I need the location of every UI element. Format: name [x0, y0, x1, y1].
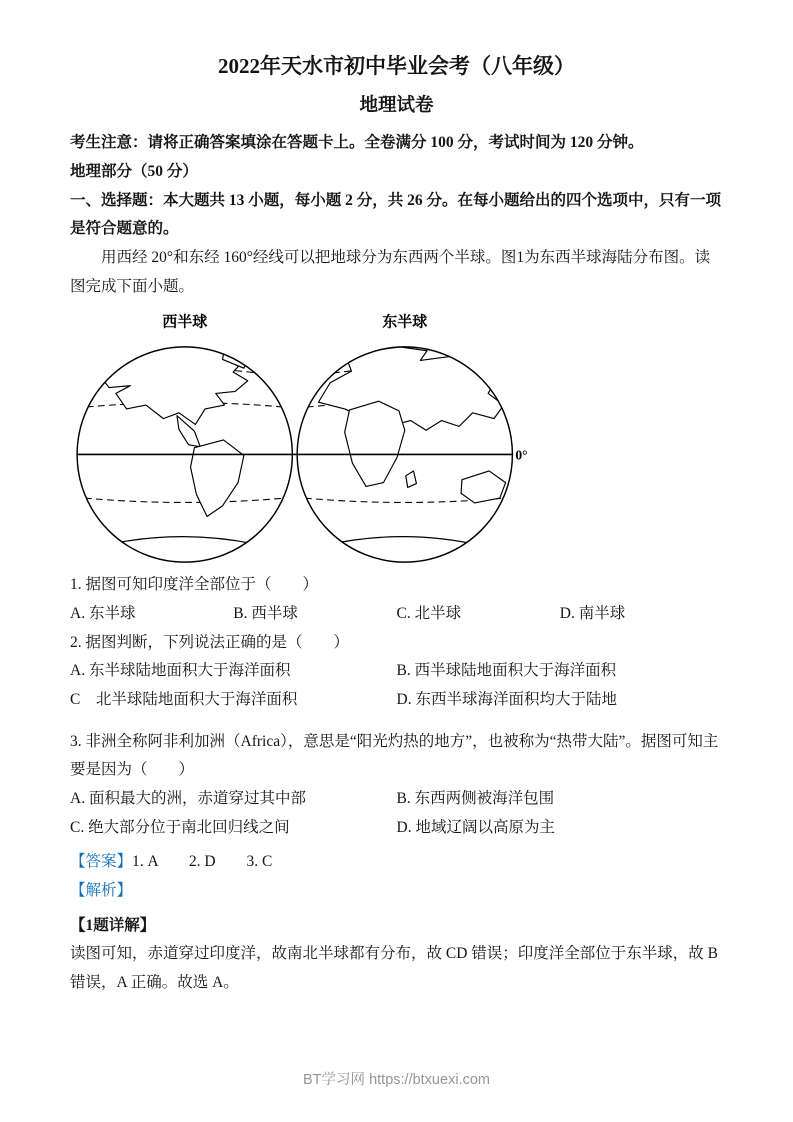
- question-2: [70, 629, 723, 715]
- question-3-stem: 3. 非洲全称阿非利加洲（Africa），意思是“阳光灼热的地方”，也被称为“热带大陆”。据图可知主要是因为（ ）: [70, 732, 719, 779]
- intro-paragraph: 用西经 20°和东经 160°经线可以把地球分为东西两个半球。图1为东西半球海陆分布图。读图完成下面小题。: [70, 249, 711, 295]
- question-1-option-d: D. 南半球: [559, 605, 626, 623]
- question-2-options-row-2: [70, 686, 723, 715]
- east-landmasses: [319, 347, 506, 565]
- hemisphere-figure: [70, 311, 723, 565]
- question-3-option-d: D. 地域辽阔以高原为主: [396, 818, 555, 836]
- answer-label: 【答案】: [70, 853, 133, 871]
- question-3: [70, 728, 723, 843]
- question-1-option-c: C. 北半球: [396, 605, 462, 623]
- footer-site-text: BT学习网 https://btxuexi.com: [303, 1072, 490, 1089]
- question-3-option-a: A. 面积最大的洲，赤道穿过其中部: [70, 790, 306, 808]
- question-2-option-d: D. 东西半球海洋面积均大于陆地: [396, 691, 617, 709]
- answer-line: [70, 848, 723, 877]
- west-hemisphere-label: 西半球: [162, 314, 208, 331]
- detail-1-heading: 【1题详解】: [70, 916, 156, 934]
- question-2-options-row-1: [70, 657, 723, 686]
- paper-subtitle: 地理试卷: [359, 96, 434, 117]
- question-2-stem: 2. 据图判断，下列说法正确的是（ ）: [70, 633, 350, 651]
- question-1: [70, 571, 723, 628]
- east-hemisphere-globe-content: [305, 347, 506, 565]
- answer-text: 1. A 2. D 3. C: [132, 853, 273, 871]
- question-3-options-row-2: [70, 814, 723, 843]
- question-2-option-c: C 北半球陆地面积大于海洋面积: [70, 691, 298, 709]
- exam-title: 2022年天水市初中毕业会考（八年级）: [218, 54, 575, 78]
- question-2-option-b: B. 西半球陆地面积大于海洋面积: [396, 662, 617, 680]
- question-1-option-a: A. 东半球: [70, 605, 136, 623]
- question-1-option-b: B. 西半球: [233, 605, 298, 623]
- question-3-option-b: B. 东西两侧被海洋包围: [396, 790, 555, 808]
- question-1-options: [70, 600, 723, 629]
- section-one-heading: 一、选择题：本大题共 13 小题，每小题 2 分，共 26 分。在每小题给出的四个选项中，只有一项是符合题意的。: [70, 191, 722, 238]
- page-footer: [0, 1067, 793, 1094]
- candidate-notice: 考生注意：请将正确答案填涂在答题卡上。全卷满分 100 分，考试时间为 120 分钟。: [70, 134, 644, 152]
- part-heading: 地理部分（50 分）: [70, 162, 198, 180]
- question-3-options-row-1: [70, 785, 723, 814]
- east-hemisphere-label: 东半球: [382, 314, 428, 331]
- equator-degree-label: 0°: [515, 447, 528, 463]
- analysis-label: 【解析】: [70, 882, 133, 900]
- question-3-option-c: C. 绝大部分位于南北回归线之间: [70, 818, 290, 836]
- question-1-stem: 1. 据图可知印度洋全部位于（ ）: [70, 576, 319, 594]
- hemisphere-map: [70, 311, 536, 565]
- detail-1-text: 读图可知，赤道穿过印度洋，故南北半球都有分布，故 CD 错误；印度洋全部位于东半球，故 B 错误，A 正确。故选 A。: [70, 945, 718, 992]
- question-2-option-a: A. 东半球陆地面积大于海洋面积: [70, 662, 291, 680]
